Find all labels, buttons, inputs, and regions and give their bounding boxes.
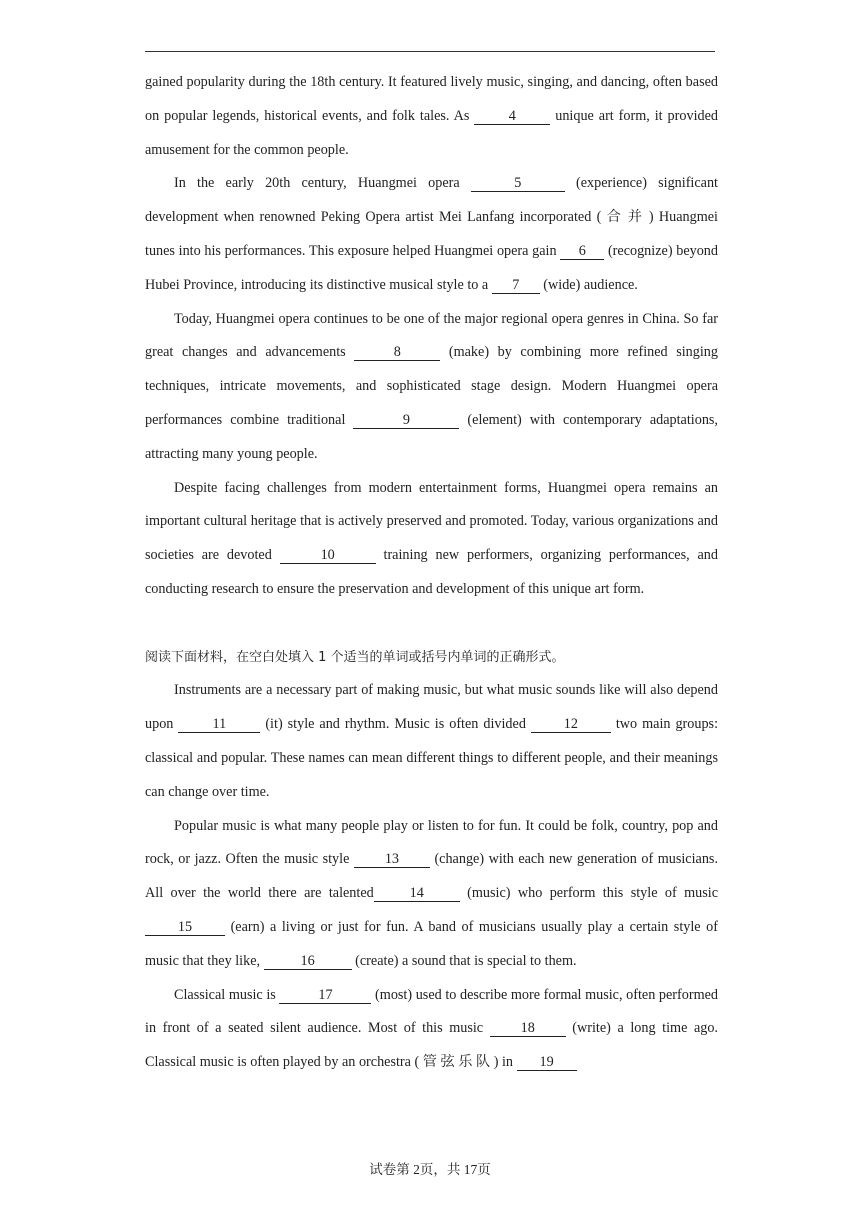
blank-19[interactable]: 19 — [517, 1054, 577, 1071]
paragraph-4 — [145, 472, 718, 607]
blank-18[interactable]: 18 — [490, 1020, 566, 1037]
blank-11[interactable]: 11 — [178, 716, 260, 733]
section-gap — [145, 607, 718, 641]
text: Popular music is what many people play or listen to for fun. It could be folk, country, pop and rock, or jazz. Often the music style — [145, 817, 718, 868]
blank-10[interactable]: 10 — [280, 547, 376, 564]
text: Classical music is — [174, 986, 280, 1003]
blank-9[interactable]: 9 — [353, 412, 459, 429]
blank-5[interactable]: 5 — [471, 175, 565, 192]
blank-17[interactable]: 17 — [279, 987, 371, 1004]
text: training new performers, organizing performances, and conducting research to ensure the preservation and development of this unique art form. — [145, 547, 718, 597]
text: unique art form, it provided amusement for the common people. — [145, 107, 718, 158]
blank-8[interactable]: 8 — [354, 344, 440, 361]
blank-6[interactable]: 6 — [560, 243, 604, 260]
text: gained popularity during the 18th century. It featured lively music, singing, and dancing, often based on popular legends, historical events, and folk tales. As — [145, 74, 718, 124]
text: (wide) audience. — [539, 276, 638, 293]
paragraph-7 — [145, 979, 718, 1080]
text: In the early 20th century, Huangmei opera — [174, 175, 471, 192]
instructions: 阅读下面材料，在空白处填入 1 个适当的单词或括号内单词的正确形式。 — [145, 649, 565, 665]
text: (most) used to describe more formal music, often performed in front of a seated silent audience. Most of this music — [145, 986, 718, 1037]
blank-12[interactable]: 12 — [531, 716, 611, 733]
paragraph-1 — [145, 66, 718, 167]
document-body — [145, 66, 718, 1080]
paragraph-2 — [145, 167, 718, 302]
blank-16[interactable]: 16 — [264, 953, 352, 970]
text: two main groups: classical and popular. These names can mean different things to different people, and their meanings can change over time. — [145, 716, 719, 800]
paragraph-3 — [145, 303, 718, 472]
text: (make) by combining more refined singing techniques, intricate movements, and sophisticated stage design. Modern Huangmei opera performances combine traditional — [145, 344, 718, 428]
header-rule — [145, 51, 715, 52]
blank-13[interactable]: 13 — [354, 851, 430, 868]
text: (write) a long time ago. Classical music is often played by an orchestra ( 管 弦 乐 队 ) in — [145, 1020, 718, 1071]
text: (create) a sound that is special to them. — [351, 952, 577, 969]
blank-4[interactable]: 4 — [474, 108, 550, 125]
text: Instruments are a necessary part of making music, but what music sounds like will also depend upon — [145, 682, 718, 733]
blank-7[interactable]: 7 — [492, 277, 540, 294]
blank-15[interactable]: 15 — [145, 919, 225, 936]
text: (earn) a living or just for fun. A band of musicians usually play a certain style of music that they like, — [145, 918, 718, 969]
text: (music) who perform this style of music — [459, 885, 719, 902]
paragraph-6 — [145, 810, 718, 979]
text: Today, Huangmei opera continues to be one of the major regional opera genres in China. So far great changes and advancements — [145, 310, 718, 361]
page-footer: 试卷第 2页，共 17页 — [369, 1162, 491, 1177]
blank-14[interactable]: 14 — [374, 885, 460, 902]
text: (it) style and rhythm. Music is often divided — [260, 716, 531, 733]
text: (experience) significant development when renowned Peking Opera artist Mei Lanfang incorporated ( 合 并 ) Huangmei tunes into his performances. This exposure helped Huangmei opera gain — [145, 175, 718, 259]
text: (element) with contemporary adaptations, attracting many young people. — [145, 411, 718, 462]
text: Despite facing challenges from modern entertainment forms, Huangmei opera remains an important cultural heritage that is actively preserved and promoted. Today, various organizations and societies are devoted — [145, 479, 718, 564]
text: (recognize) beyond Hubei Province, introducing its distinctive musical style to a — [145, 242, 718, 293]
text: (change) with each new generation of musicians. All over the world there are talented — [145, 851, 719, 902]
paragraph-5 — [145, 674, 718, 809]
